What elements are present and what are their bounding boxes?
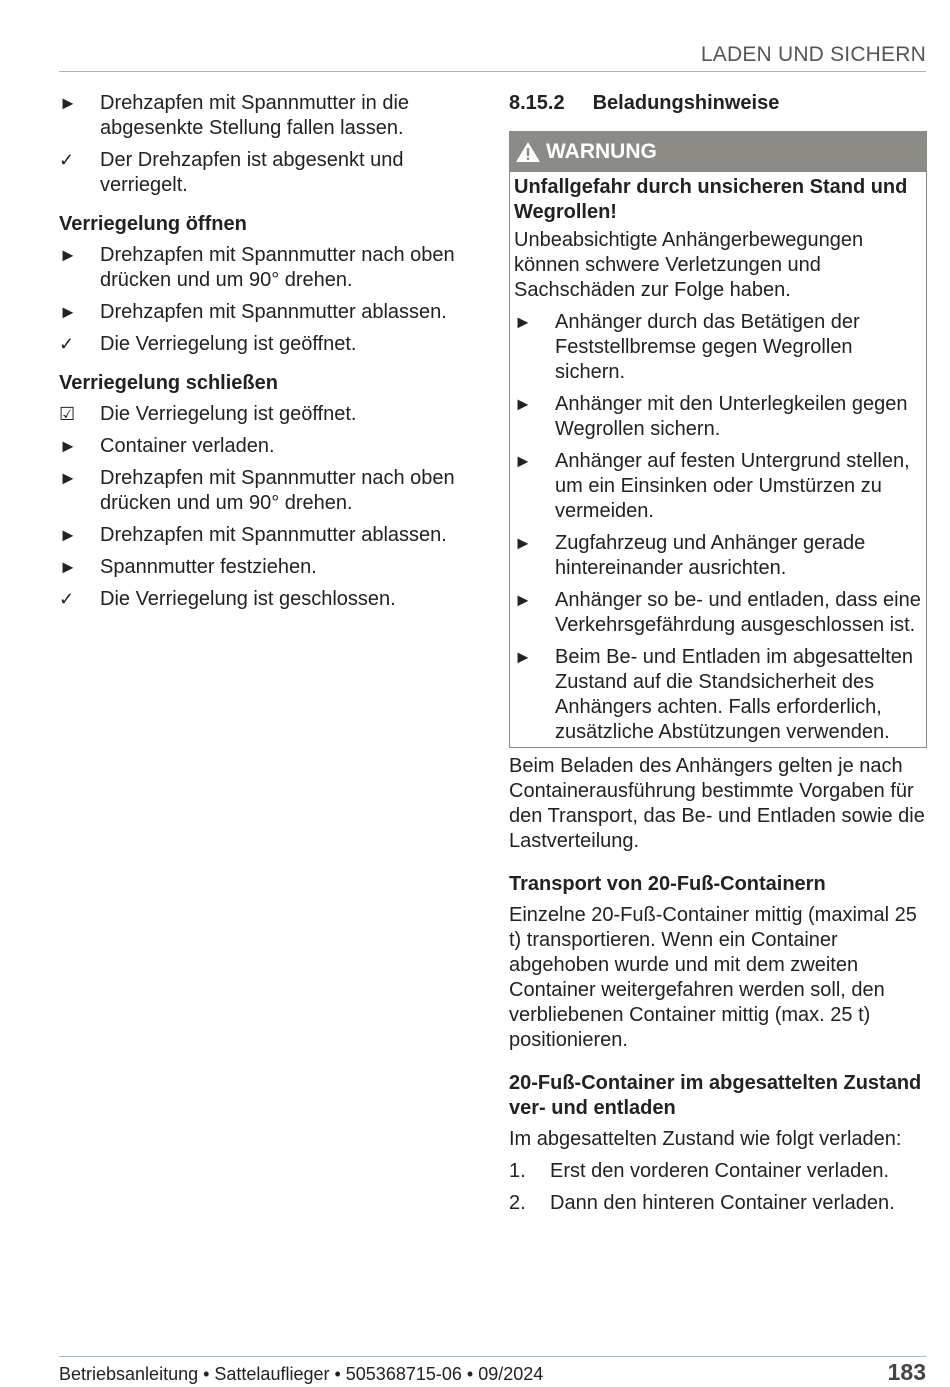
list-item xyxy=(514,531,922,581)
running-header: LADEN UND SICHERN xyxy=(700,43,926,66)
warning-triangle-icon xyxy=(515,141,541,163)
list-item xyxy=(59,332,475,357)
list-item-text: Drehzapfen mit Spannmutter nach oben drücken und um 90° drehen. xyxy=(100,244,455,291)
list-item-text: Dann den hinteren Container verladen. xyxy=(550,1192,895,1214)
footer-text: Betriebsanleitung • Sattelauflieger • 505368715-06 • 09/2024 xyxy=(59,1364,544,1384)
arrow-bullet-icon: ► xyxy=(59,436,77,456)
list-item xyxy=(59,434,475,459)
list-item-text: Der Drehzapfen ist abgesenkt und verriegelt. xyxy=(100,149,404,196)
list-item xyxy=(59,300,475,325)
section-heading xyxy=(509,91,927,116)
unhitched-paragraph: Im abgesattelten Zustand wie folgt verladen: xyxy=(509,1128,902,1150)
list-item-text: Beim Be- und Entladen im abgesattelten Zustand auf die Standsicherheit des Anhängers achten. Falls erforderlich, zusätzliche Abstützungen verwenden. xyxy=(555,646,913,743)
list-item xyxy=(514,645,922,745)
list-item-text: Die Verriegelung ist geöffnet. xyxy=(100,333,357,355)
arrow-bullet-icon: ► xyxy=(514,533,532,553)
header-rule xyxy=(59,71,926,72)
check-icon: ✓ xyxy=(59,150,75,170)
list-item xyxy=(514,588,922,638)
arrow-bullet-icon: ► xyxy=(514,312,532,332)
list-item xyxy=(59,587,475,612)
arrow-bullet-icon: ► xyxy=(59,245,77,265)
warning-label: WARNUNG xyxy=(546,140,657,163)
list-item-text: Anhänger so be- und entladen, dass eine Verkehrsgefährdung ausgeschlossen ist. xyxy=(555,589,921,636)
arrow-bullet-icon: ► xyxy=(59,557,77,577)
list-item xyxy=(509,1159,927,1184)
list-item-text: Anhänger mit den Unterlegkeilen gegen Wegrollen sichern. xyxy=(555,393,908,440)
list-item-text: Drehzapfen mit Spannmutter ablassen. xyxy=(100,301,447,323)
footer-rule xyxy=(59,1356,926,1357)
transport-paragraph: Einzelne 20-Fuß-Container mittig (maximal 25 t) transportieren. Wenn ein Container abgehoben wurde und mit dem zweiten Container weitergefahren werden soll, den verbliebenen Container mittig (max. 25 t) positionieren. xyxy=(509,904,917,1051)
arrow-bullet-icon: ► xyxy=(59,93,77,113)
list-item-text: Spannmutter festziehen. xyxy=(100,556,317,578)
warning-steps xyxy=(514,310,922,745)
list-item xyxy=(514,310,922,385)
close-heading: Verriegelung schließen xyxy=(59,372,278,394)
list-item xyxy=(59,243,475,293)
section-title: Beladungshinweise xyxy=(592,92,780,114)
warning-box xyxy=(509,131,927,748)
item-number: 2. xyxy=(509,1192,526,1214)
list-item xyxy=(59,523,475,548)
warning-header xyxy=(510,132,926,172)
arrow-bullet-icon: ► xyxy=(514,647,532,667)
intro-paragraph: Beim Beladen des Anhängers gelten je nach Containerausführung bestimmte Vorgaben für den Transport, das Be- und Entladen sowie die Lastverteilung. xyxy=(509,755,925,852)
open-steps xyxy=(59,243,475,357)
list-item-text: Drehzapfen mit Spannmutter ablassen. xyxy=(100,524,447,546)
check-icon: ✓ xyxy=(59,589,75,609)
right-column xyxy=(509,91,927,1223)
arrow-bullet-icon: ► xyxy=(514,394,532,414)
unhitched-heading: 20-Fuß-Container im abgesattelten Zustand ver- und entladen xyxy=(509,1072,922,1119)
list-item-text: Zugfahrzeug und Anhänger gerade hintereinander ausrichten. xyxy=(555,532,866,579)
list-item-text: Erst den vorderen Container verladen. xyxy=(550,1160,890,1182)
list-item xyxy=(509,1191,927,1216)
arrow-bullet-icon: ► xyxy=(59,468,77,488)
list-item-text: Container verladen. xyxy=(100,435,275,457)
check-icon: ✓ xyxy=(59,334,75,354)
list-item-text: Anhänger auf festen Untergrund stellen, um ein Einsinken oder Umstürzen zu vermeiden. xyxy=(555,450,910,522)
warning-title: Unfallgefahr durch unsicheren Stand und Wegrollen! xyxy=(514,176,908,223)
item-number: 1. xyxy=(509,1160,526,1182)
list-item xyxy=(514,449,922,524)
arrow-bullet-icon: ► xyxy=(514,451,532,471)
section-number: 8.15.2 xyxy=(509,92,565,114)
arrow-bullet-icon: ► xyxy=(59,302,77,322)
list-item-text: Anhänger durch das Betätigen der Feststellbremse gegen Wegrollen sichern. xyxy=(555,311,860,383)
list-item xyxy=(59,148,475,198)
list-item xyxy=(59,402,475,427)
list-item xyxy=(59,555,475,580)
intro-steps xyxy=(59,91,475,198)
page-number: 183 xyxy=(887,1359,926,1385)
checkbox-checked-icon: ☑ xyxy=(59,404,76,424)
close-steps xyxy=(59,402,475,612)
arrow-bullet-icon: ► xyxy=(59,525,77,545)
list-item xyxy=(59,91,475,141)
open-heading: Verriegelung öffnen xyxy=(59,213,247,235)
list-item xyxy=(514,392,922,442)
list-item-text: Die Verriegelung ist geöffnet. xyxy=(100,403,357,425)
left-column xyxy=(59,91,475,619)
warning-text: Unbeabsichtigte Anhängerbewegungen können schwere Verletzungen und Sachschäden zur Folge haben. xyxy=(514,229,864,301)
list-item-text: Die Verriegelung ist geschlossen. xyxy=(100,588,396,610)
list-item-text: Drehzapfen mit Spannmutter in die abgesenkte Stellung fallen lassen. xyxy=(100,92,410,139)
transport-heading: Transport von 20-Fuß-Containern xyxy=(509,873,826,895)
list-item xyxy=(59,466,475,516)
arrow-bullet-icon: ► xyxy=(514,590,532,610)
unhitched-steps xyxy=(509,1159,927,1216)
list-item-text: Drehzapfen mit Spannmutter nach oben drücken und um 90° drehen. xyxy=(100,467,455,514)
